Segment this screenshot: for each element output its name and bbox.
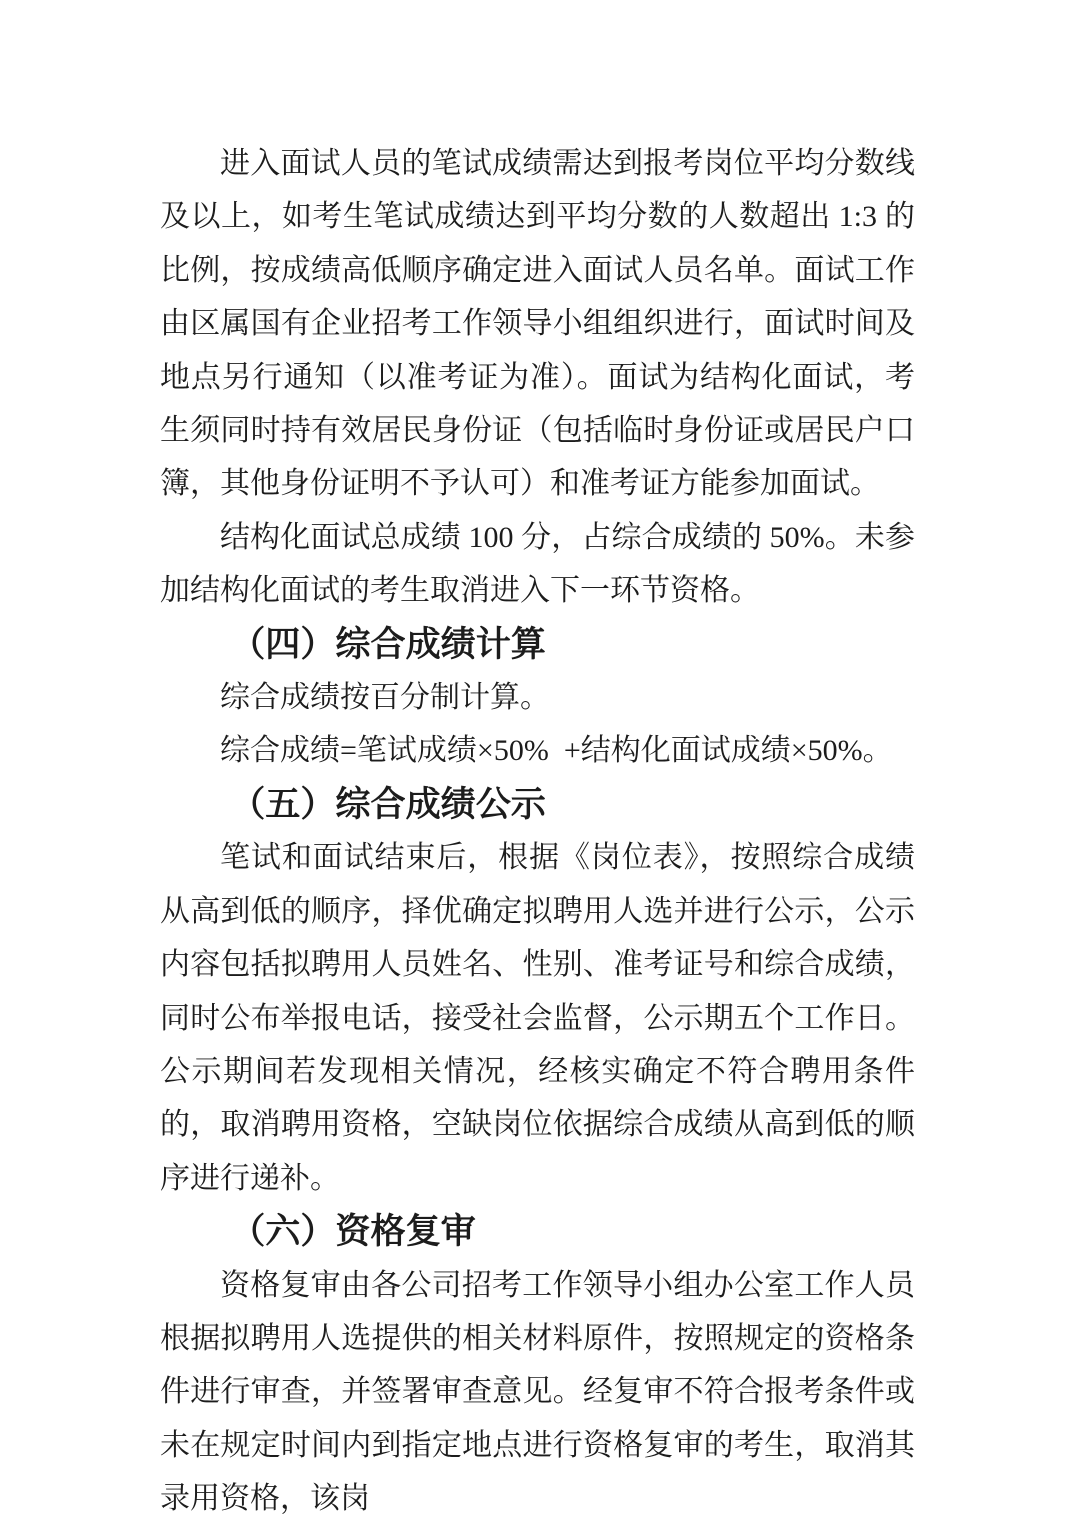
paragraph-qualification-review-procedure: 资格复审由各公司招考工作领导小组办公室工作人员根据拟聘用人选提供的相关材料原件，按照规定的资格条件进行审查，并签署审查意见。经复审不符合报考条件或未在规定时间内到指定地点进行资格复审的考生，取消其录用资格，该岗 <box>160 1268 915 1516</box>
paragraph-interview-entry-rules: 进入面试人员的笔试成绩需达到报考岗位平均分数线及以上，如考生笔试成绩达到平均分数的人数超出 1:3 的比例，按成绩高低顺序确定进入面试人员名单。面试工作由区属国有企业招考工作领导小组组织进行，面试时间及地点另行通知（以准考证为准）。面试为结构化面试，考生须同时持有效居民身份证（包括临时身份证或居民户口簿，其他身份证明不予认可）和准考证方能参加面试。 <box>160 147 915 501</box>
section-heading-qualification-review: （六）资格复审 <box>230 1212 476 1252</box>
paragraph-score-formula: 综合成绩=笔试成绩×50% +结构化面试成绩×50%。 <box>220 734 893 768</box>
paragraph-structured-interview-score: 结构化面试总成绩 100 分，占综合成绩的 50%。未参加结构化面试的考生取消进入下一环节资格。 <box>160 520 915 608</box>
section-heading-composite-score-publicity: （五）综合成绩公示 <box>230 784 546 824</box>
document-text-block <box>160 137 915 1520</box>
paragraph-score-centesimal-system: 综合成绩按百分制计算。 <box>220 681 550 715</box>
section-heading-composite-score-calculation: （四）综合成绩计算 <box>230 624 546 664</box>
paragraph-publicity-procedure: 笔试和面试结束后，根据《岗位表》，按照综合成绩从高到低的顺序，择优确定拟聘用人选并进行公示，公示内容包括拟聘用人员姓名、性别、准考证号和综合成绩，同时公布举报电话，接受社会监督，公示期五个工作日。公示期间若发现相关情况，经核实确定不符合聘用条件的，取消聘用资格，空缺岗位依据综合成绩从高到低的顺序进行递补。 <box>160 841 915 1195</box>
